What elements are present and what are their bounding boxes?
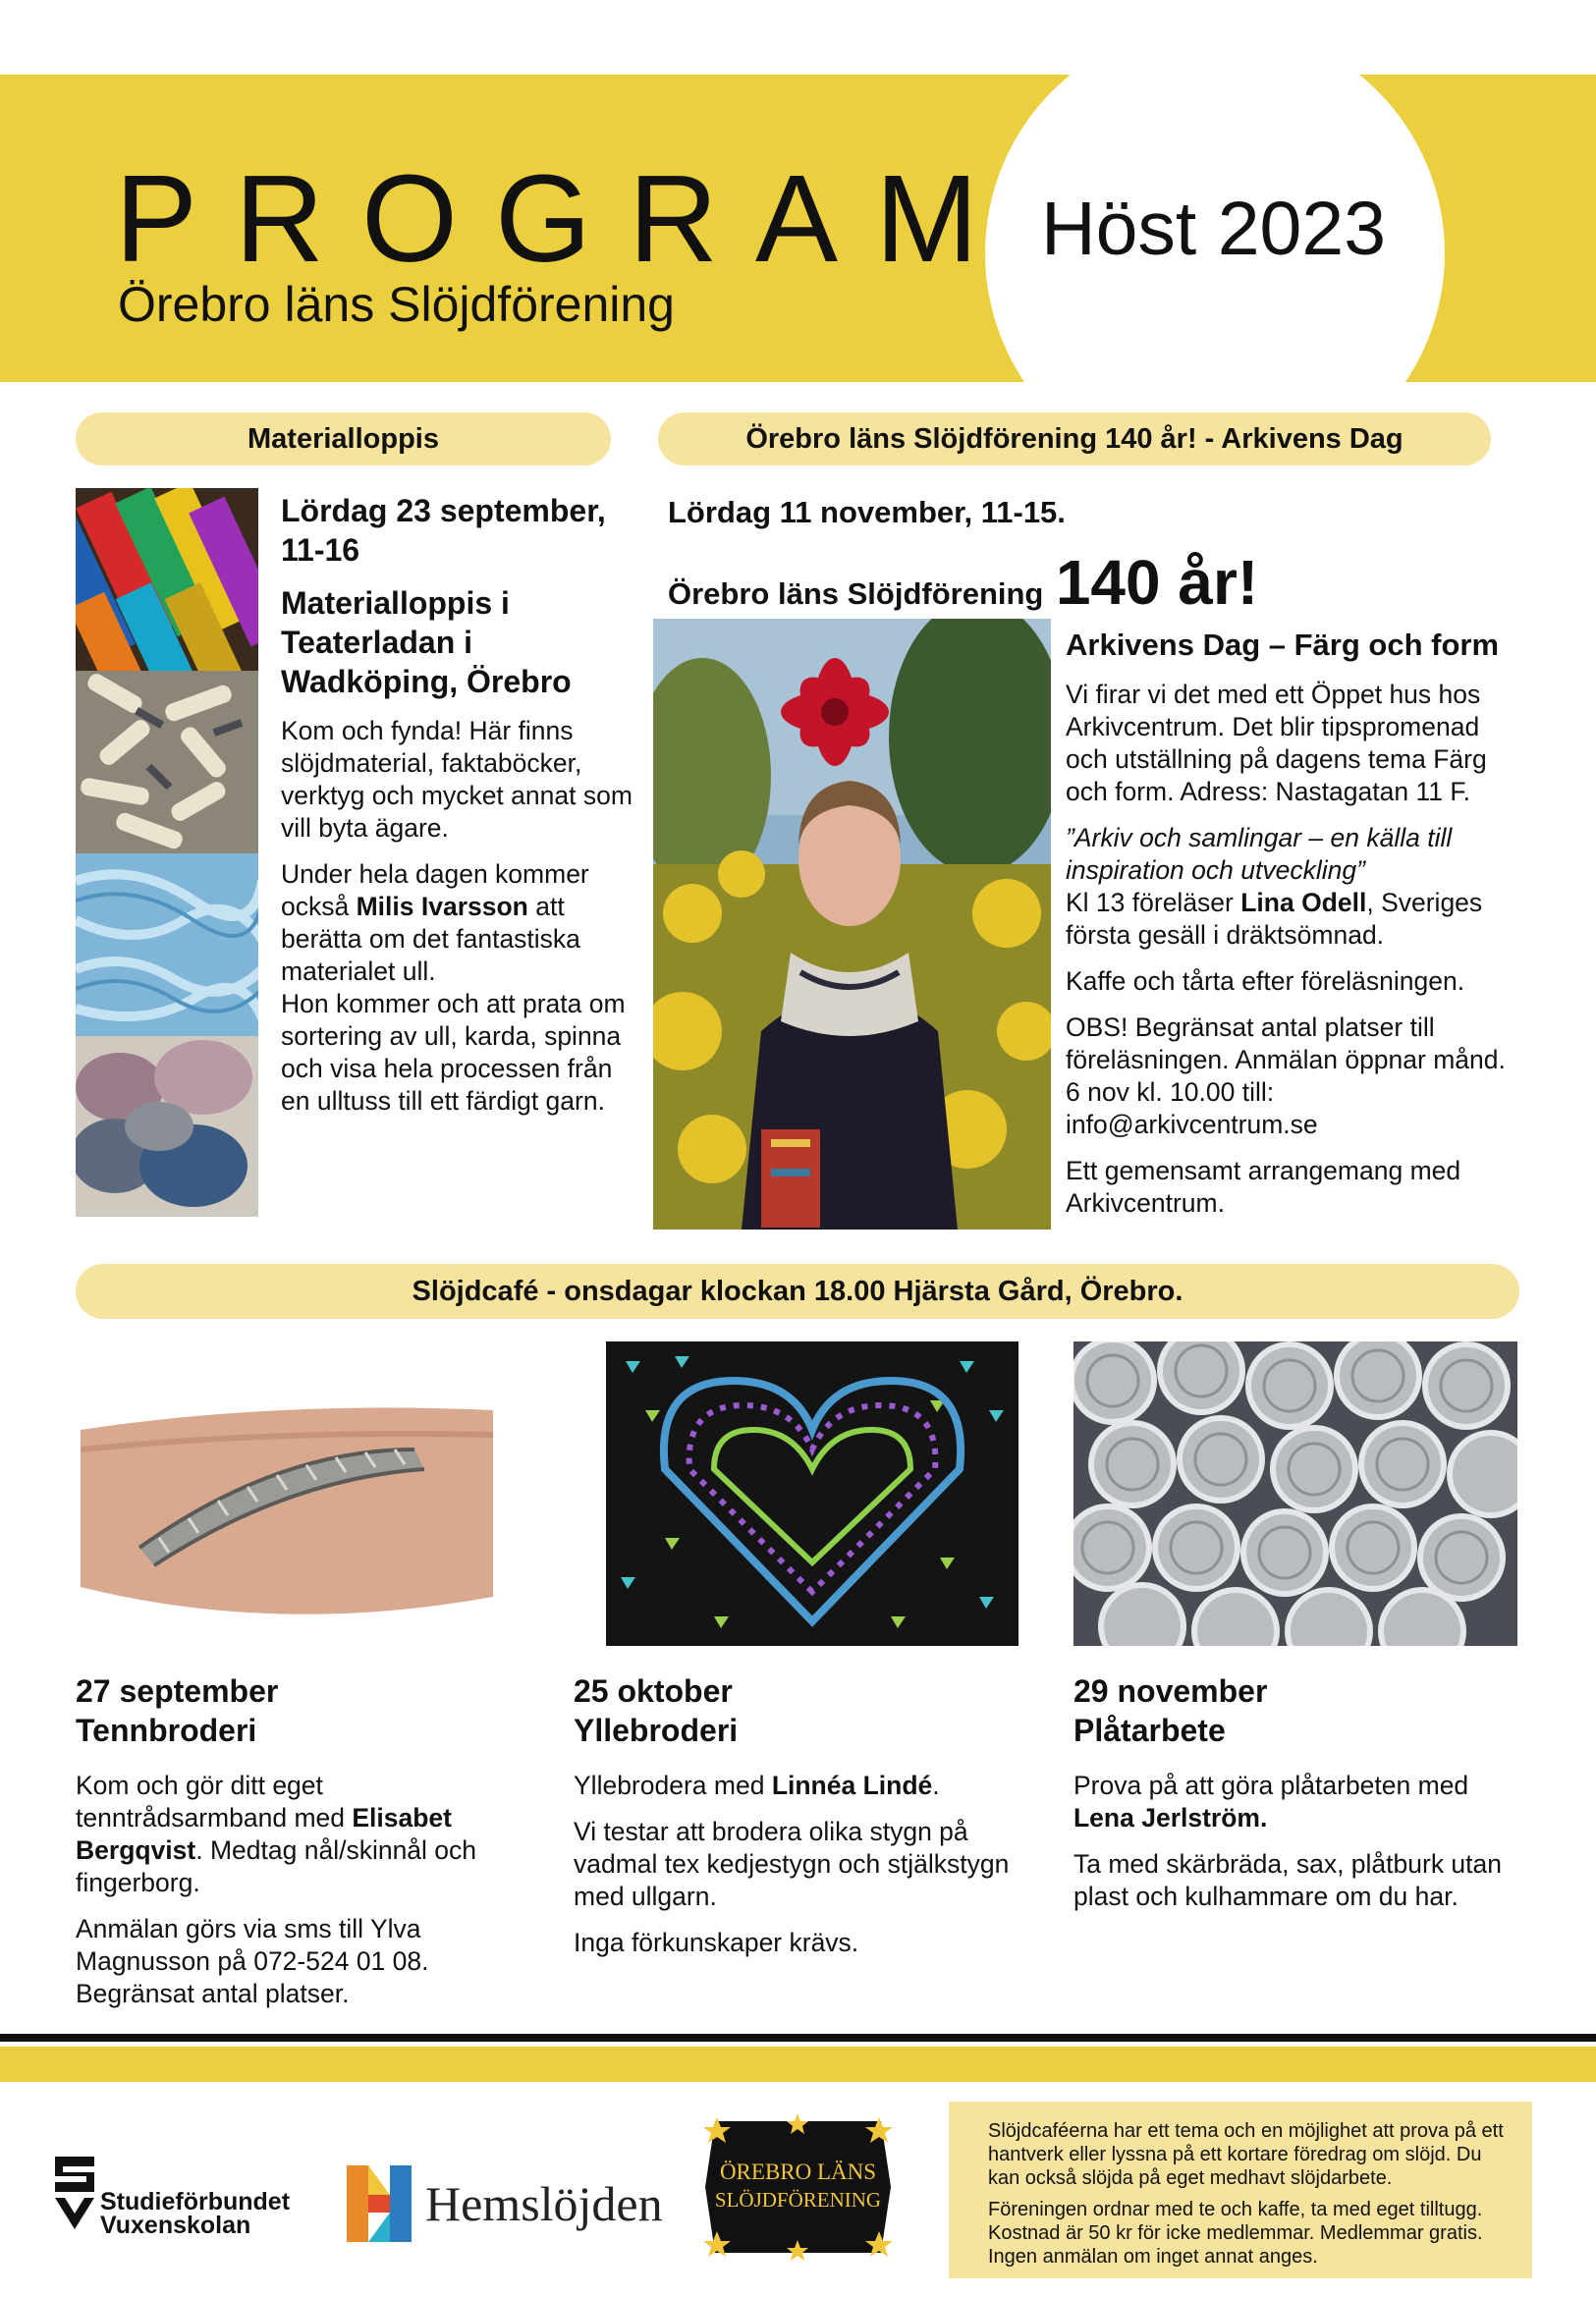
cans-photo: [1073, 1341, 1517, 1646]
logo-studieforbundet: Studieförbundet Vuxenskolan: [49, 2153, 334, 2231]
section-header-materialloppis: Materialloppis: [76, 412, 611, 465]
arkiv-intro: Vi firar vi det med ett Öppet hus hos Arkivcentrum. Det blir tipspromenad och utställning på dagens tema Färg och form. Adress: Nastagatan 11 F.: [1066, 680, 1487, 806]
embroidery-photo: [606, 1341, 1018, 1646]
org-subtitle: Örebro läns Slöjdförening: [118, 277, 675, 332]
collaboration-note: Ett gemensamt arrangemang med Arkivcentrum.: [1066, 1156, 1461, 1218]
materialloppis-intro: Kom och fynda! Här finns slöjdmaterial, faktaböcker, verktyg och mycket annat som vill byta ägare.: [281, 716, 633, 843]
cafe-item-yllebroderi: [574, 1671, 1025, 1959]
cafe-item-note: Inga förkunskaper krävs.: [574, 1928, 859, 1957]
cafe-item-platarbete: [1073, 1671, 1525, 1913]
logo-hemslojden: Hemslöjden: [347, 2165, 671, 2244]
portrait-photo: [653, 619, 1051, 1230]
arkiv-text: [1066, 626, 1517, 1220]
info-text-fees: Föreningen ordnar med te och kaffe, ta med eget tilltugg. Kostnad är 50 kr för icke medlemmar. Medlemmar gratis. Ingen anmälan om inget annat anges.: [988, 2199, 1483, 2268]
footer-divider: [0, 2034, 1596, 2042]
materialloppis-process-text: Hon kommer och att prata om sortering av ull, karda, spinna och visa hela processen från en ulltuss till ett färdigt garn.: [281, 989, 626, 1116]
footer-band: [0, 2047, 1596, 2082]
anniversary-line: Örebro läns Slöjdförening 140 år!: [668, 547, 1259, 618]
material-photo-strip: [76, 488, 258, 1217]
materialloppis-text: [281, 491, 634, 1118]
cafe-item-date: 25 oktober: [574, 1673, 733, 1709]
cafe-item-description: Kom och gör ditt eget tenntrådsarmband med Elisabet Bergqvist. Medtag nål/skinnål och fingerborg.: [76, 1771, 477, 1897]
sv-logo-icon: [49, 2153, 100, 2231]
cafe-item-title: Yllebroderi: [574, 1713, 739, 1748]
lecture-info: Kl 13 föreläser Lina Odell, Sveriges första gesäll i dräktsömnad.: [1066, 888, 1483, 950]
info-text-cafe: Slöjdcaféerna har ett tema och en möjlighet att prova på ett hantverk eller lyssna på ett kortare föredrag om slöjd. Du kan också slöjda på eget medhavt slöjdarbete.: [988, 2120, 1504, 2189]
cafe-item-registration: Anmälan görs via sms till Ylva Magnusson på 072-524 01 08. Begränsat antal platser.: [76, 1914, 429, 2008]
cafe-item-details: Ta med skärbräda, sax, plåtburk utan plast och kulhammare om du har.: [1073, 1849, 1503, 1911]
materialloppis-date: Lördag 23 september, 11-16: [281, 493, 606, 568]
cafe-item-description: Prova på att göra plåtarbeten med Lena Jerlström.: [1073, 1771, 1469, 1832]
page-title: PROGRAM: [115, 149, 1017, 288]
cafe-item-description: Yllebrodera med Linnéa Lindé.: [574, 1771, 940, 1800]
section-header-arkivens-dag: Örebro läns Slöjdförening 140 år! - Arkivens Dag: [658, 412, 1491, 465]
registration-note: OBS! Begränsat antal platser till föreläsningen. Anmälan öppnar månd. 6 nov kl. 10.00 till: info@arkivcentrum.se: [1066, 1012, 1506, 1139]
coffee-note: Kaffe och tårta efter föreläsningen.: [1066, 966, 1465, 996]
speaker-name: Milis Ivarsson: [356, 892, 528, 921]
cafe-item-date: 27 september: [76, 1673, 279, 1709]
info-box: [949, 2102, 1532, 2278]
hemslojden-logo-icon: [347, 2165, 412, 2242]
cafe-item-title: Tennbroderi: [76, 1713, 257, 1748]
materialloppis-speaker-text: Under hela dagen kommer också Milis Ivarsson att berätta om det fantastiska materialet ull.: [281, 859, 589, 986]
lecturer-name: Lina Odell: [1240, 888, 1367, 917]
section-header-slojdcafe: Slöjdcafé - onsdagar klockan 18.00 Hjärsta Gård, Örebro.: [76, 1264, 1519, 1319]
cafe-item-date: 29 november: [1073, 1673, 1268, 1709]
anniversary-number: 140 år!: [1055, 547, 1259, 618]
materialloppis-title: Materialloppis i Teaterladan i Wadköping, Örebro: [281, 585, 572, 699]
cafe-item-title: Plåtarbete: [1073, 1713, 1226, 1748]
cafe-item-tennbroderi: [76, 1671, 527, 2010]
badge-icon: [697, 2113, 899, 2261]
cafe-item-details: Vi testar att brodera olika stygn på vadmal tex kedjestygn och stjälkstygn med ullgarn.: [574, 1817, 1010, 1911]
arkiv-heading: [668, 493, 1513, 619]
bracelet-photo: [81, 1341, 493, 1646]
arkiv-title: Arkivens Dag – Färg och form: [1066, 628, 1500, 662]
arkiv-date: Lördag 11 november, 11-15.: [668, 495, 1066, 529]
season-label: Höst 2023: [1041, 187, 1387, 271]
lecture-title: ”Arkiv och samlingar – en källa till inspiration och utveckling”: [1066, 823, 1453, 885]
logo-orebro-lans-slojdforening: ÖREBRO LÄNS SLÖJDFÖRENING: [697, 2113, 899, 2261]
